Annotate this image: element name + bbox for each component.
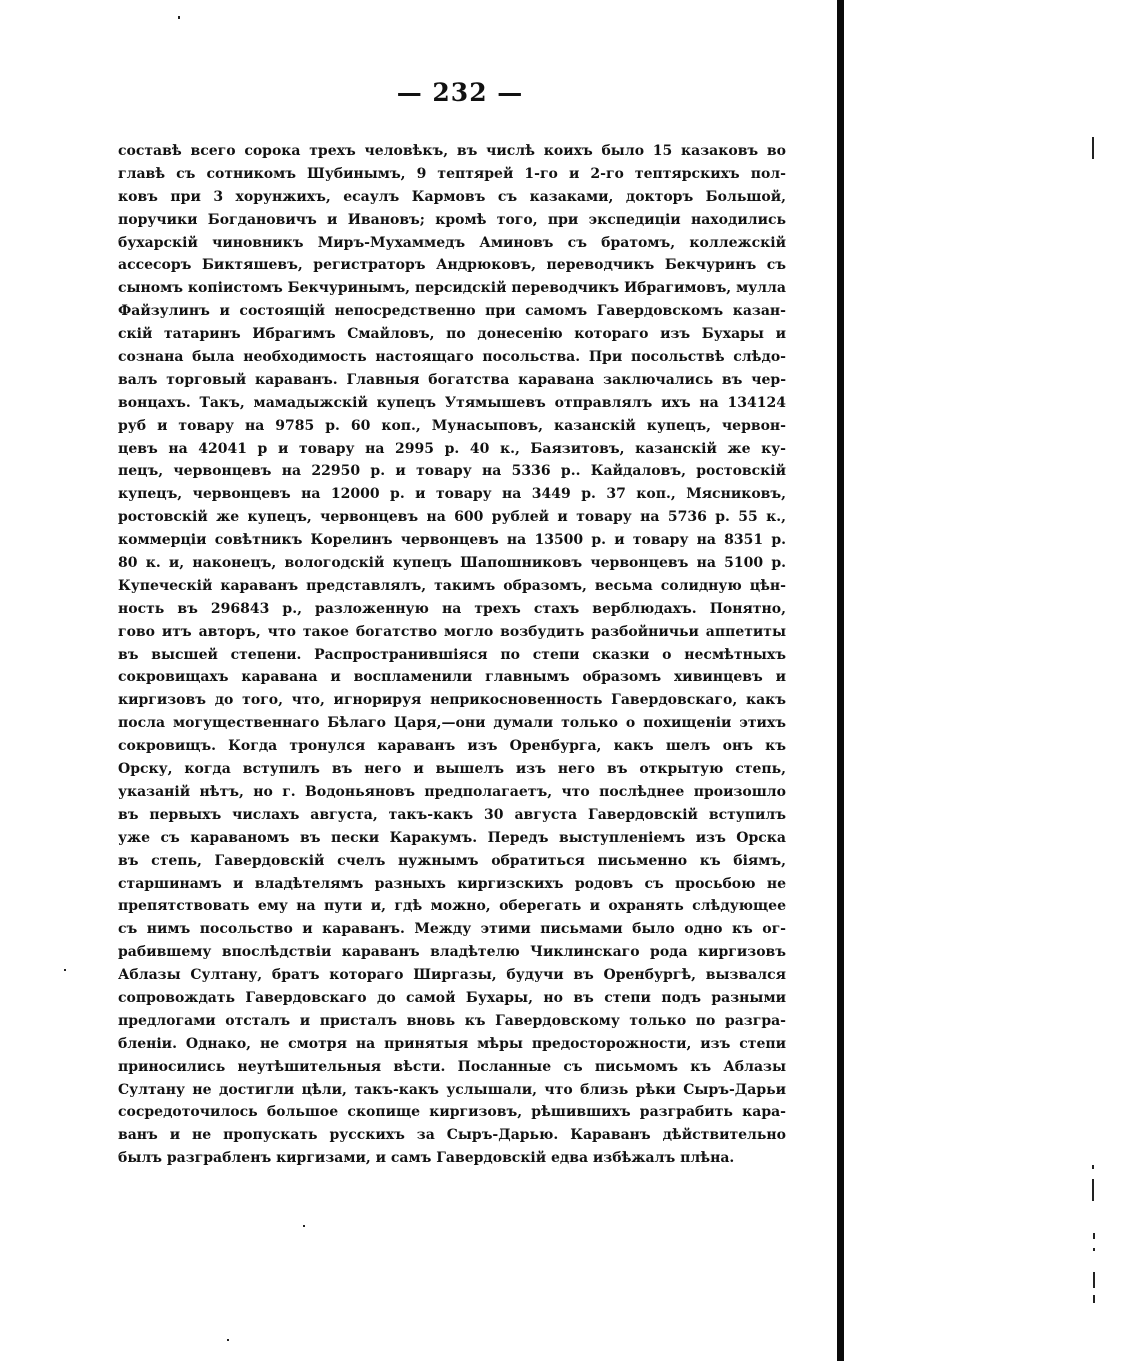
- scan-speck: [178, 16, 180, 19]
- text-line: пецъ, червонцевъ на 22950 р. и товару на 5336 р.. Кайдаловъ, ростовскій: [118, 463, 786, 480]
- page-number: — 232 —: [396, 78, 524, 107]
- text-line: указаній нѣтъ, но г. Водоньяновъ предполагаетъ, что послѣднее произошло: [118, 783, 786, 800]
- text-line: гово итъ авторъ, что такое богатство могло возбудить разбойничьи аппетиты: [118, 623, 786, 640]
- text-line: съ нимъ посольство и караванъ. Между этими письмами было одно къ ог-: [118, 921, 786, 938]
- text-line: цевъ на 42041 р и товару на 2995 р. 40 к., Баязитовъ, казанскій же ку-: [118, 440, 786, 457]
- text-line: ность въ 296843 р., разложенную на трехъ стахъ верблюдахъ. Понятно,: [118, 600, 786, 617]
- scan-speck: [227, 1339, 229, 1341]
- text-line: приносились неутѣшительныя вѣсти. Посланные съ письмомъ къ Аблазы: [118, 1058, 786, 1075]
- text-line: вонцахъ. Такъ, мамадыжскій купецъ Утямышевъ отправлялъ ихъ на 134124: [118, 394, 786, 411]
- text-line: Файзулинъ и состоящій непосредственно при самомъ Гавердовскомъ казан-: [118, 303, 786, 320]
- text-line: сознана была необходимость настоящаго посольства. При посольствѣ слѣдо-: [118, 349, 786, 366]
- text-line: 80 к. и, наконецъ, вологодскій купецъ Шапошниковъ червонцевъ на 5100 р.: [118, 555, 786, 572]
- scan-speck: [1093, 1248, 1095, 1251]
- text-line: главѣ съ сотникомъ Шубинымъ, 9 тептярей 1-го и 2-го тептярскихъ пол-: [118, 165, 786, 182]
- text-line: уже съ караваномъ въ пески Каракумъ. Передъ выступленіемъ изъ Орска: [118, 829, 786, 846]
- text-line: сосредоточилось большое скопище киргизовъ, рѣшившихъ разграбить кара-: [118, 1104, 786, 1121]
- text-line: въ степь, Гавердовскій счелъ нужнымъ обратиться письменно къ біямъ,: [118, 852, 786, 869]
- scan-speck: [1092, 1165, 1094, 1169]
- text-line: сопровождать Гавердовскаго до самой Бухары, но въ степи подъ разными: [118, 989, 786, 1006]
- text-line: посла могущественнаго Бѣлаго Царя,—они думали только о похищеніи этихъ: [118, 715, 786, 732]
- text-line: составѣ всего сорока трехъ человѣкъ, въ числѣ коихъ было 15 казаковъ во: [118, 143, 786, 159]
- text-line: Орску, когда вступилъ въ него и вышелъ изъ него въ открытую степь,: [118, 761, 786, 778]
- text-line: препятствовать ему на пути и, гдѣ можно, оберегать и охранять слѣдующее: [118, 898, 786, 915]
- text-line: ростовскій же купецъ, червонцевъ на 600 рублей и товару на 5736 р. 55 к.,: [118, 509, 786, 526]
- text-line: былъ разграбленъ киргизами, и самъ Гавердовскій едва избѣжалъ плѣна.: [118, 1150, 735, 1167]
- text-line: поручики Богдановичъ и Ивановъ; кромѣ того, при экспедиціи находились: [118, 211, 786, 228]
- text-line: Аблазы Султану, братъ котораго Ширгазы, будучи въ Оренбургѣ, вызвался: [118, 967, 786, 984]
- text-line: коммерціи совѣтникъ Корелинъ червонцевъ на 13500 р. и товару на 8351 р.: [118, 532, 786, 549]
- text-line: сыномъ копіистомъ Бекчуринымъ, персидскій переводчикъ Ибрагимовъ, мулла: [118, 280, 786, 297]
- text-line: руб и товару на 9785 р. 60 коп., Мунасыповъ, казанскій купецъ, червон-: [118, 417, 786, 434]
- text-line: ковъ при 3 хорунжихъ, есаулъ Кармовъ съ казаками, докторъ Большой,: [118, 188, 786, 205]
- text-line: купецъ, червонцевъ на 12000 р. и товару на 3449 р. 37 коп., Мясниковъ,: [118, 486, 786, 503]
- page-binding-edge: [837, 0, 844, 1361]
- text-line: бленіи. Однако, не смотря на принятыя мѣры предосторожности, изъ степи: [118, 1035, 786, 1052]
- scan-speck: [64, 969, 66, 971]
- text-line: старшинамъ и владѣтелямъ разныхъ киргизскихъ родовъ съ просьбою не: [118, 875, 786, 892]
- text-line: Купеческій караванъ представлялъ, такимъ образомъ, весьма солидную цѣн-: [118, 577, 786, 594]
- scan-speck: [1092, 1179, 1094, 1201]
- scan-speck: [1092, 137, 1094, 159]
- text-line: Султану не достигли цѣли, такъ-какъ услышали, что близь рѣки Сыръ-Дарьи: [118, 1081, 786, 1098]
- scan-speck: [1093, 1295, 1095, 1303]
- text-line: въ высшей степени. Распространившіяся по степи сказки о несмѣтныхъ: [118, 646, 786, 663]
- scan-speck: [1093, 1233, 1095, 1239]
- text-line: ванъ и не пропускать русскихъ за Сыръ-Дарью. Караванъ дѣйствительно: [118, 1127, 786, 1144]
- body-text: [118, 140, 786, 1170]
- text-line: въ первыхъ числахъ августа, такъ-какъ 30 августа Гавердовскій вступилъ: [118, 806, 786, 823]
- text-line: сокровищъ. Когда тронулся караванъ изъ Оренбурга, какъ шелъ онъ къ: [118, 738, 786, 755]
- text-line: скій татаринъ Ибрагимъ Смайловъ, по донесенію котораго изъ Бухары и: [118, 326, 786, 343]
- text-line: валъ торговый караванъ. Главныя богатства каравана заключались въ чер-: [118, 371, 786, 388]
- text-line: рабившему впослѣдствіи караванъ владѣтелю Чиклинскаго рода киргизовъ: [118, 944, 786, 961]
- text-line: киргизовъ до того, что, игнорируя неприкосновенность Гавердовскаго, какъ: [118, 692, 786, 709]
- scan-speck: [303, 1225, 305, 1227]
- text-line: бухарскій чиновникъ Миръ-Мухаммедъ Аминовъ съ братомъ, коллежскій: [118, 234, 786, 251]
- text-line: сокровищахъ каравана и воспламенили главнымъ образомъ хивинцевъ и: [118, 669, 786, 686]
- text-line: предлогами отсталъ и присталъ вновь къ Гавердовскому только по разгра-: [118, 1012, 786, 1029]
- scan-speck: [1093, 1272, 1095, 1288]
- text-line: ассесоръ Биктяшевъ, регистраторъ Андрюковъ, переводчикъ Бекчуринъ съ: [118, 257, 786, 274]
